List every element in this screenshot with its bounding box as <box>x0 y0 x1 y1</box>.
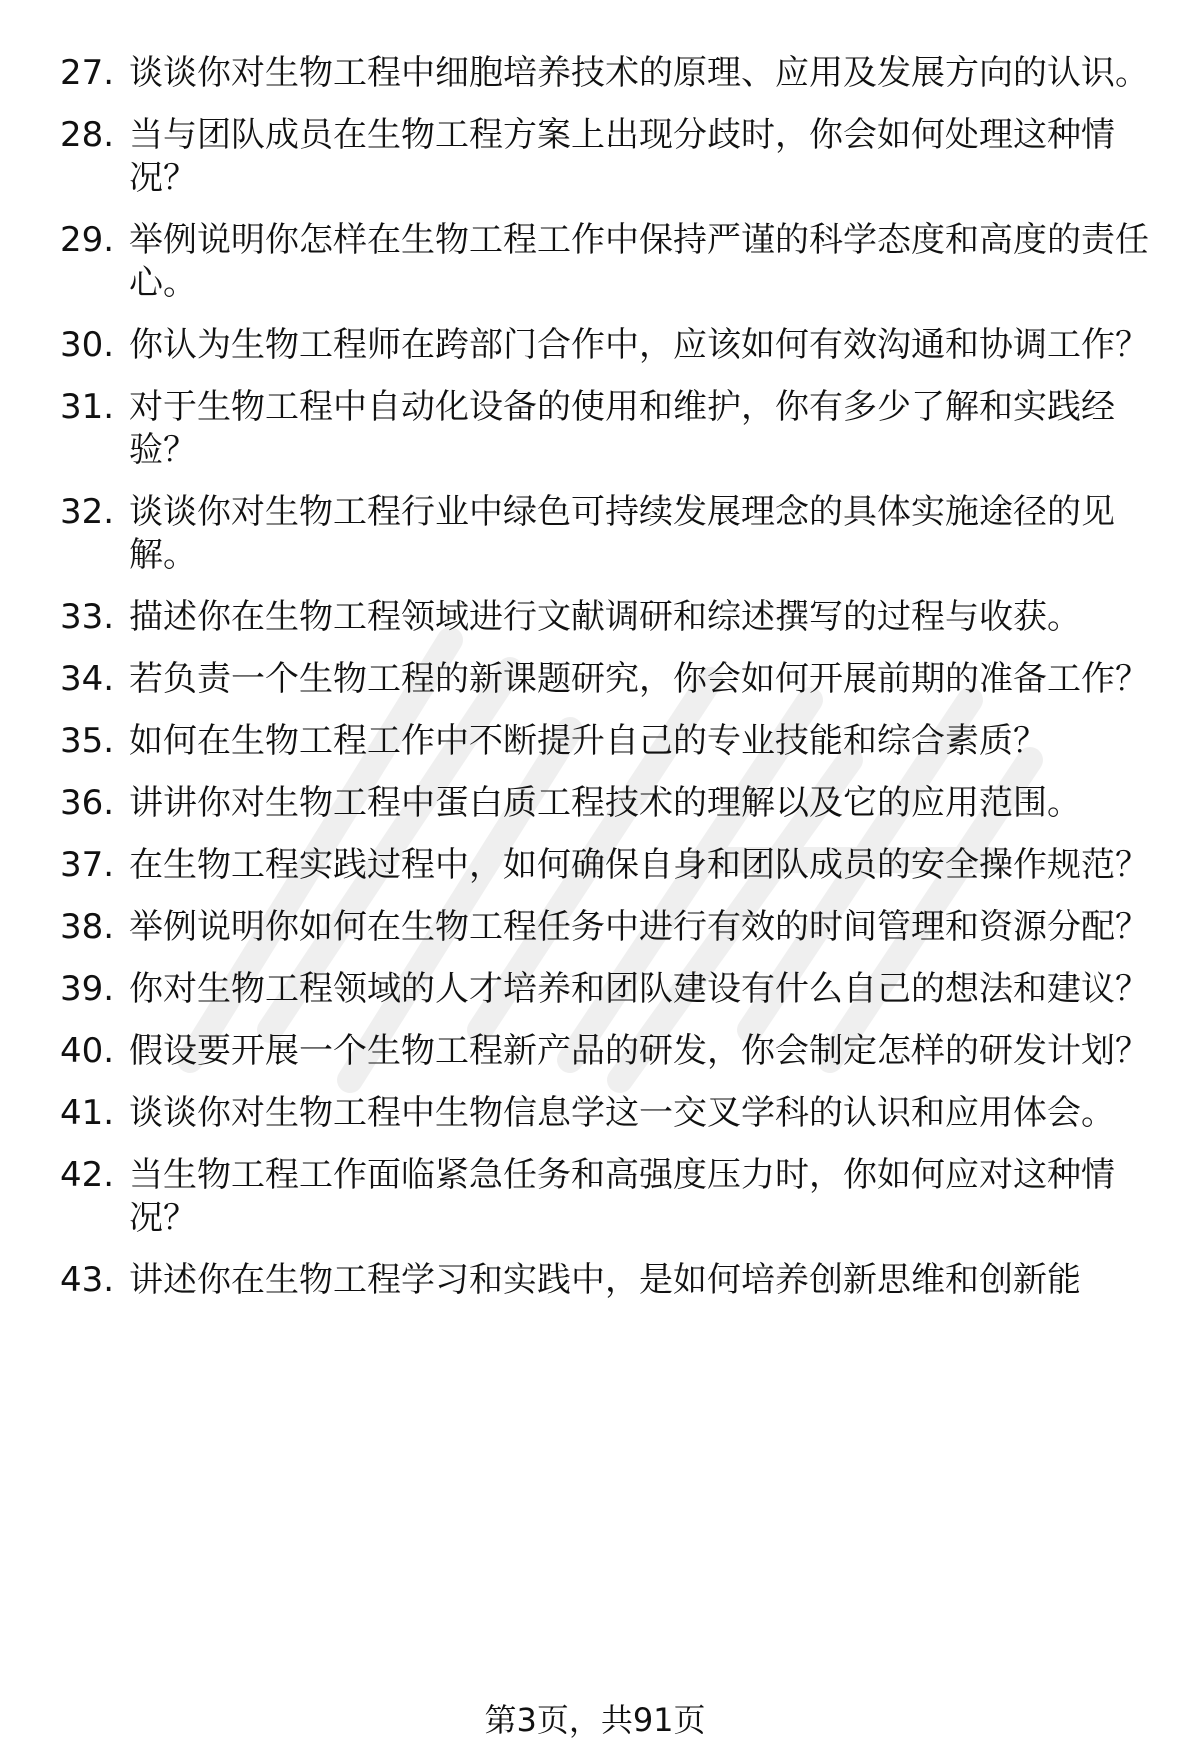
question-text: 谈谈你对生物工程中细胞培养技术的原理、应用及发展方向的认识。 <box>129 53 1149 93</box>
question-text: 讲述你在生物工程学习和实践中，是如何培养创新思维和创新能 <box>129 1260 1081 1300</box>
question-text: 如何在生物工程工作中不断提升自己的专业技能和综合素质？ <box>129 721 1047 761</box>
question-text: 谈谈你对生物工程行业中绿色可持续发展理念的具体实施途径的见解。 <box>129 492 1115 575</box>
question-text: 你认为生物工程师在跨部门合作中，应该如何有效沟通和协调工作？ <box>129 325 1149 365</box>
question-number: 29. <box>60 220 115 260</box>
question-text: 在生物工程实践过程中，如何确保自身和团队成员的安全操作规范？ <box>129 845 1149 885</box>
question-item <box>60 219 1150 305</box>
question-text: 当与团队成员在生物工程方案上出现分歧时，你会如何处理这种情况？ <box>129 115 1115 198</box>
question-item <box>60 1259 1150 1302</box>
question-item <box>60 720 1150 763</box>
question-item <box>60 386 1150 472</box>
question-text: 当生物工程工作面临紧急任务和高强度压力时，你如何应对这种情况？ <box>129 1155 1115 1238</box>
question-text: 若负责一个生物工程的新课题研究，你会如何开展前期的准备工作？ <box>129 659 1149 699</box>
page-footer: 第3页，共91页 <box>484 1701 706 1739</box>
question-text: 谈谈你对生物工程中生物信息学这一交叉学科的认识和应用体会。 <box>129 1093 1115 1133</box>
question-item <box>60 1030 1150 1073</box>
question-text: 举例说明你如何在生物工程任务中进行有效的时间管理和资源分配？ <box>129 907 1149 947</box>
question-number: 37. <box>60 845 115 885</box>
question-text: 对于生物工程中自动化设备的使用和维护，你有多少了解和实践经验？ <box>129 387 1115 470</box>
question-text: 描述你在生物工程领域进行文献调研和综述撰写的过程与收获。 <box>129 597 1081 637</box>
question-number: 28. <box>60 115 115 155</box>
question-item <box>60 782 1150 825</box>
question-text: 讲讲你对生物工程中蛋白质工程技术的理解以及它的应用范围。 <box>129 783 1081 823</box>
question-number: 32. <box>60 492 115 532</box>
question-text: 你对生物工程领域的人才培养和团队建设有什么自己的想法和建议？ <box>129 969 1149 1009</box>
question-item <box>60 844 1150 887</box>
question-number: 34. <box>60 659 115 699</box>
question-number: 39. <box>60 969 115 1009</box>
question-item <box>60 968 1150 1011</box>
question-number: 33. <box>60 597 115 637</box>
question-number: 30. <box>60 325 115 365</box>
question-item <box>60 596 1150 639</box>
question-item <box>60 491 1150 577</box>
question-item <box>60 324 1150 367</box>
question-item <box>60 114 1150 200</box>
question-number: 27. <box>60 53 115 93</box>
question-list <box>60 52 1150 1321</box>
question-item <box>60 1092 1150 1135</box>
question-item <box>60 906 1150 949</box>
question-number: 36. <box>60 783 115 823</box>
question-number: 42. <box>60 1155 115 1195</box>
question-number: 35. <box>60 721 115 761</box>
question-item <box>60 1154 1150 1240</box>
question-number: 43. <box>60 1260 115 1300</box>
question-item <box>60 52 1150 95</box>
question-number: 31. <box>60 387 115 427</box>
question-text: 假设要开展一个生物工程新产品的研发，你会制定怎样的研发计划？ <box>129 1031 1149 1071</box>
question-text: 举例说明你怎样在生物工程工作中保持严谨的科学态度和高度的责任心。 <box>129 220 1149 303</box>
question-number: 38. <box>60 907 115 947</box>
question-number: 40. <box>60 1031 115 1071</box>
question-item <box>60 658 1150 701</box>
question-number: 41. <box>60 1093 115 1133</box>
